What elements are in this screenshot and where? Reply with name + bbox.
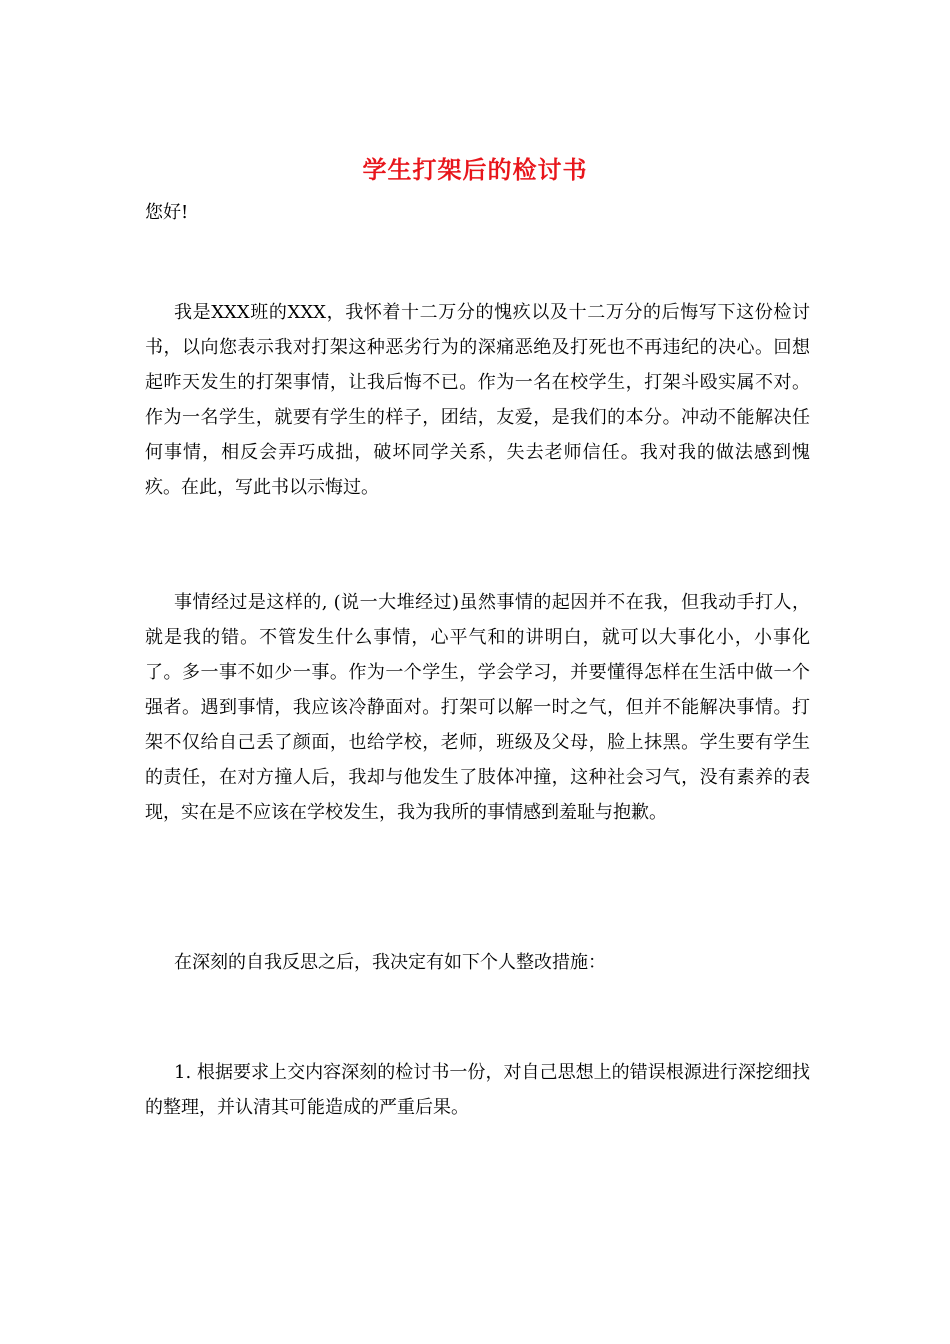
paragraph-measure-1: 1. 根据要求上交内容深刻的检讨书一份，对自己思想上的错误根源进行深挖细找的整理，并认清其可能造成的严重后果。 <box>145 1062 810 1118</box>
paragraph-incident-account: 事情经过是这样的, (说一大堆经过)虽然事情的起因并不在我，但我动手打人，就是我的错。不管发生什么事情，心平气和的讲明白，就可以大事化小，小事化了。多一事不如少一事。作为一个学生，学会学习，并要懂得怎样在生活中做一个强者。遇到事情，我应该冷静面对。打架可以解一时之气，但并不能解决事情。打架不仅给自己丢了颜面，也给学校，老师，班级及父母，脸上抹黑。学生要有学生的责任，在对方撞人后，我却与他发生了肢体冲撞，这种社会习气，没有素养的表现，实在是不应该在学校发生，我为我所的事情感到羞耻与抱歉。 <box>145 592 810 823</box>
paragraph-self-introduction: 我是XXX班的XXX，我怀着十二万分的愧疚以及十二万分的后悔写下这份检讨书，以向您表示我对打架这种恶劣行为的深痛恶绝及打死也不再违纪的决心。回想起昨天发生的打架事情，让我后悔不已。作为一名在校学生，打架斗殴实属不对。作为一名学生，就要有学生的样子，团结，友爱，是我们的本分。冲动不能解决任何事情，相反会弄巧成拙，破坏同学关系，失去老师信任。我对我的做法感到愧疚。在此，写此书以示悔过。 <box>145 302 810 498</box>
paragraph-reflection-intro: 在深刻的自我反思之后，我决定有如下个人整改措施： <box>174 952 606 973</box>
salutation: 您好! <box>145 202 189 223</box>
document-title: 学生打架后的检讨书 <box>362 156 588 184</box>
